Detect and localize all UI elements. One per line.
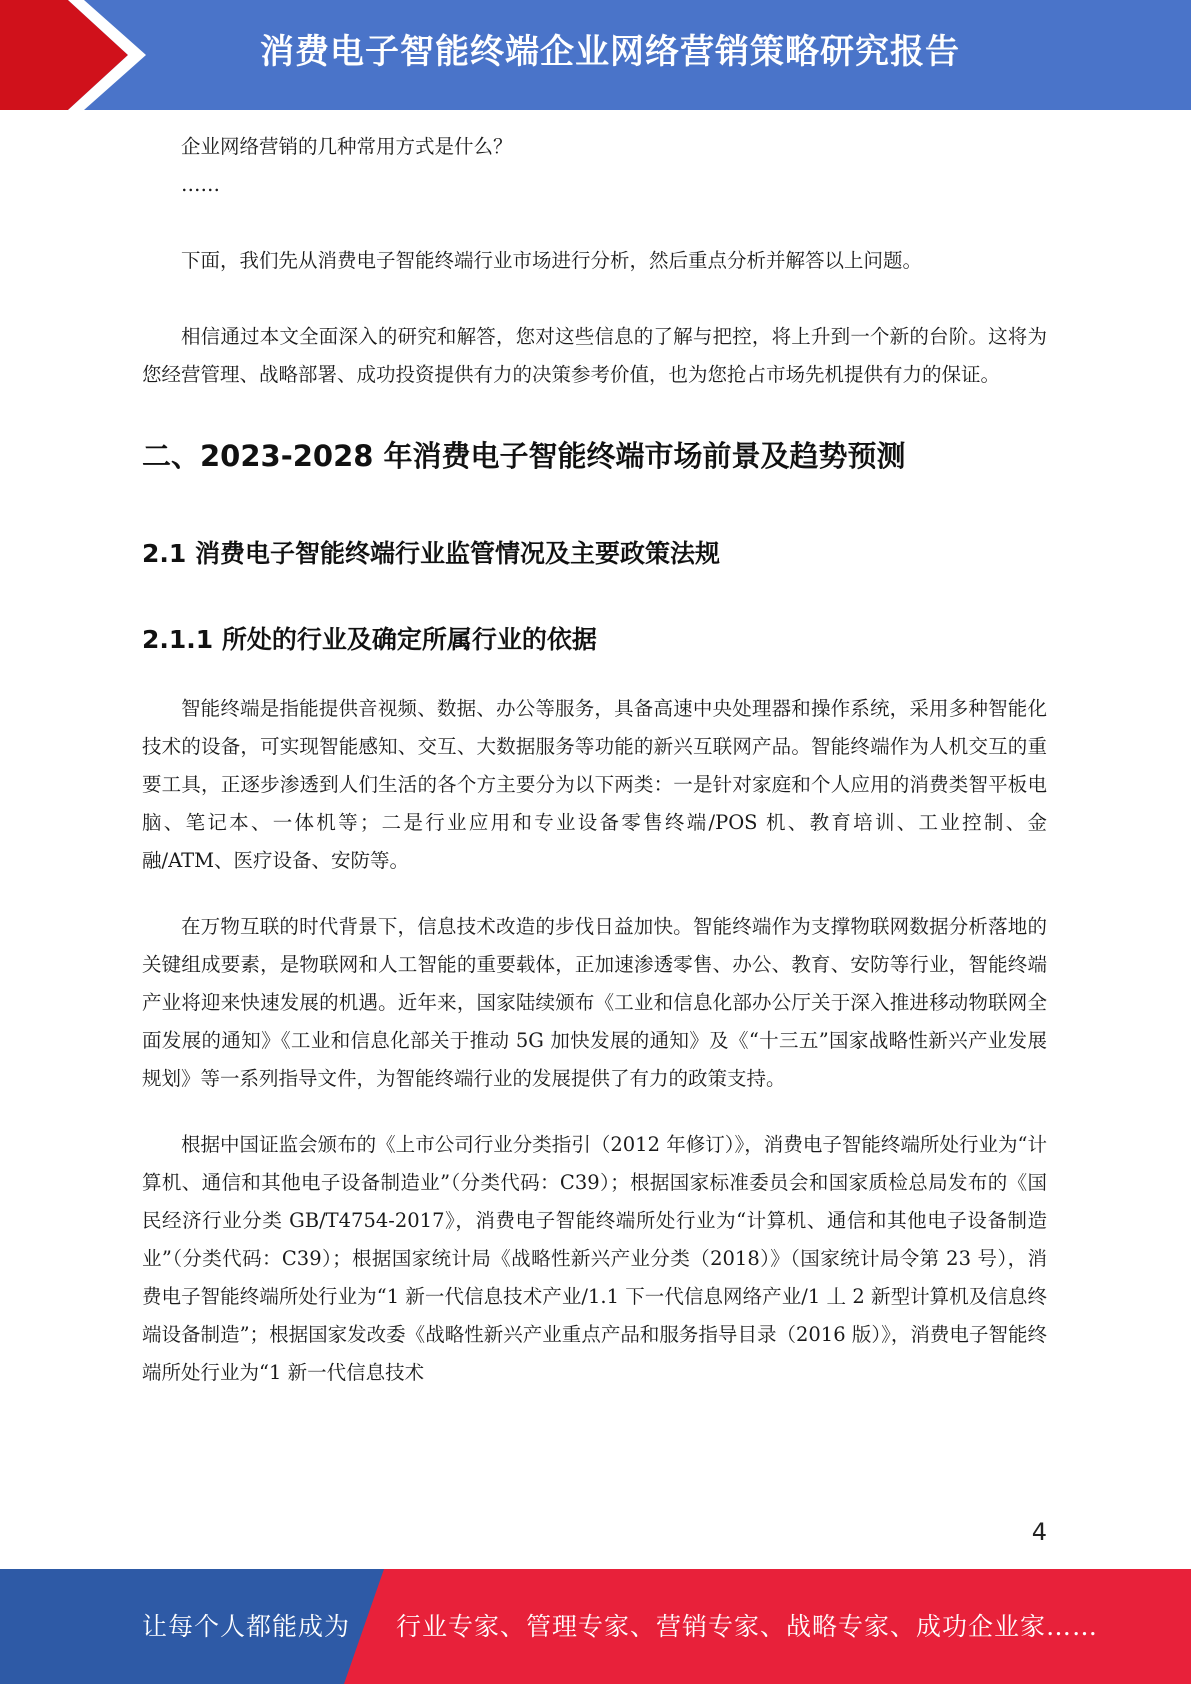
subsection-heading: 2.1 消费电子智能终端行业监管情况及主要政策法规 [142,539,720,568]
intro-ellipsis: …… [181,173,220,196]
page-content [142,128,1047,1392]
intro-question: 企业网络营销的几种常用方式是什么？ [181,135,513,158]
header-chevron-decoration [0,0,160,110]
subsubsection-heading: 2.1.1 所处的行业及确定所属行业的依据 [142,625,597,654]
intro-paragraph-2: 相信通过本文全面深入的研究和解答，您对这些信息的了解与把控，将上升到一个新的台阶。这将为您经营管理、战略部署、成功投资提供有力的决策参考价值，也为您抢占市场先机提供有力的保证。 [142,325,1047,386]
section-heading: 二、2023-2028 年消费电子智能终端市场前景及趋势预测 [142,439,906,473]
intro-paragraph-1: 下面，我们先从消费电子智能终端行业市场进行分析，然后重点分析并解答以上问题。 [181,249,923,272]
page-footer [0,1569,1191,1684]
page-number: 4 [1031,1518,1047,1546]
page-header [0,0,1191,110]
footer-slogan-left: 让每个人都能成为 [142,1612,351,1641]
body-paragraph-3: 根据中国证监会颁布的《上市公司行业分类指引（2012 年修订）》，消费电子智能终端所处行业为“计算机、通信和其他电子设备制造业”（分类代码：C39）；根据国家标准委员会和国家质检总局发布的《国民经济行业分类 GB/T4754-2017》，消费电子智能终端所处行业为“计算机、通信和其他电子设备制造业”（分类代码：C39）；根据国家统计局《战略性新兴产业分类（2018）》（国家统计局令第 23 号），消费电子智能终端所处行业为“1 新一代信息技术产业/1.1 下一代信息网络产业/1 丄 2 新型计算机及信息终端设备制造”；根据国家发改委《战略性新兴产业重点产品和服务指导目录（2016 版）》，消费电子智能终端所处行业为“1 新一代信息技术 [142,1133,1047,1384]
body-paragraph-2: 在万物互联的时代背景下，信息技术改造的步伐日益加快。智能终端作为支撑物联网数据分析落地的关键组成要素，是物联网和人工智能的重要载体，正加速渗透零售、办公、教育、安防等行业，智能终端产业将迎来快速发展的机遇。近年来，国家陆续颁布《工业和信息化部办公厅关于深入推进移动物联网全面发展的通知》《工业和信息化部关于推动 5G 加快发展的通知》及《“十三五”国家战略性新兴产业发展规划》等一系列指导文件，为智能终端行业的发展提供了有力的政策支持。 [142,915,1047,1090]
body-paragraph-1: 智能终端是指能提供音视频、数据、办公等服务，具备高速中央处理器和操作系统，采用多种智能化技术的设备，可实现智能感知、交互、大数据服务等功能的新兴互联网产品。智能终端作为人机交互的重要工具，正逐步渗透到人们生活的各个方主要分为以下两类：一是针对家庭和个人应用的消费类智平板电脑、笔记本、一体机等；二是行业应用和专业设备零售终端/POS 机、教育培训、工业控制、金融/ATM、医疗设备、安防等。 [142,697,1047,872]
document-title: 消费电子智能终端企业网络营销策略研究报告 [260,32,960,72]
footer-slogan-right: 行业专家、管理专家、营销专家、战略专家、成功企业家…… [396,1612,1099,1641]
